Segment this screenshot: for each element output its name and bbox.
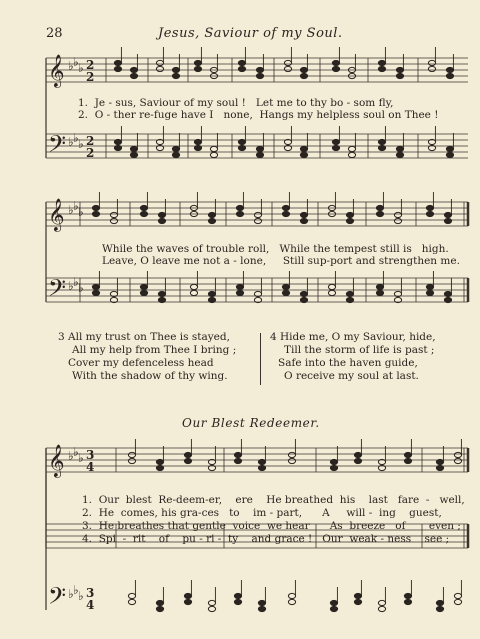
notehead (140, 290, 147, 295)
notehead (428, 60, 435, 65)
hymn2-lyrics-line-1: 1. Our blest Re-deem-er, ere He breathed his last fare - well, (82, 494, 465, 506)
notehead (330, 459, 337, 464)
notehead (208, 218, 215, 223)
notehead (256, 152, 263, 157)
notehead (234, 599, 241, 604)
verse-4-line-2: Till the storm of life is past ; (284, 344, 435, 356)
notehead (436, 459, 443, 464)
key-signature-flat: ♭ (73, 55, 79, 69)
notehead (348, 152, 355, 157)
notehead (332, 60, 339, 65)
notehead (156, 606, 163, 611)
notehead (254, 212, 261, 217)
notehead (92, 290, 99, 295)
notehead (158, 291, 165, 296)
notehead (130, 152, 137, 157)
notehead (332, 139, 339, 144)
treble-clef-icon: 𝄞 (48, 198, 65, 231)
notehead (234, 593, 241, 598)
key-signature-flat: ♭ (78, 61, 84, 75)
notehead (238, 139, 245, 144)
notehead (194, 145, 201, 150)
key-signature-flat: ♭ (78, 589, 84, 603)
notehead (140, 211, 147, 216)
hymn1-lyrics-line-1: 1. Je - sus, Saviour of my soul ! Let me to thy bo - som fly, (78, 97, 394, 109)
notehead (236, 290, 243, 295)
notehead (426, 205, 433, 210)
notehead (256, 73, 263, 78)
notehead (300, 67, 307, 72)
notehead (354, 593, 361, 598)
notehead (156, 60, 163, 65)
time-signature-top: 3 (86, 586, 95, 600)
verse-4-line-1: 4 Hide me, O my Saviour, hide, (270, 331, 436, 343)
notehead (394, 218, 401, 223)
notehead (348, 146, 355, 151)
notehead (396, 73, 403, 78)
notehead (156, 459, 163, 464)
notehead (454, 452, 461, 457)
key-signature-flat: ♭ (73, 199, 79, 213)
notehead (378, 60, 385, 65)
notehead (194, 139, 201, 144)
notehead (396, 146, 403, 151)
notehead (332, 66, 339, 71)
notehead (300, 291, 307, 296)
notehead (454, 593, 461, 598)
page-number: 28 (46, 26, 63, 41)
notehead (426, 290, 433, 295)
hymn-title: Jesus, Saviour of my Soul. (158, 26, 343, 41)
notehead (404, 599, 411, 604)
notehead (208, 212, 215, 217)
notehead (288, 452, 295, 457)
time-signature-top: 2 (86, 134, 95, 148)
notehead (284, 60, 291, 65)
notehead (114, 60, 121, 65)
hymn1-lyrics-line-2: 2. O - ther re-fuge have I none, Hangs my helpless soul on Thee ! (78, 109, 439, 121)
notehead (346, 291, 353, 296)
verse-3-line-4: With the shadow of thy wing. (72, 370, 228, 382)
notehead (436, 600, 443, 605)
notehead (354, 458, 361, 463)
notehead (282, 205, 289, 210)
notehead (454, 599, 461, 604)
notehead (332, 145, 339, 150)
key-signature-flat: ♭ (73, 275, 79, 289)
notehead (238, 145, 245, 150)
time-signature-top: 3 (86, 448, 95, 462)
verse-4-line-3: Safe into the haven guide, (278, 357, 418, 369)
notehead (236, 205, 243, 210)
bass-clef-icon: 𝄢 (48, 274, 67, 307)
notehead (156, 465, 163, 470)
notehead (446, 152, 453, 157)
key-signature-flat: ♭ (78, 281, 84, 295)
notehead (258, 459, 265, 464)
notehead (194, 66, 201, 71)
notehead (158, 218, 165, 223)
verse-divider (260, 333, 261, 385)
notehead (258, 465, 265, 470)
verse-4-line-4: O receive my soul at last. (284, 370, 419, 382)
bass-clef-icon: 𝄢 (48, 130, 67, 163)
notehead (378, 139, 385, 144)
notehead (92, 211, 99, 216)
notehead (328, 290, 335, 295)
notehead (444, 297, 451, 302)
notehead (284, 66, 291, 71)
notehead (234, 452, 241, 457)
time-signature-bottom: 2 (86, 70, 95, 84)
notehead (300, 218, 307, 223)
hymn2-lyrics-line-3: 3. He breathes that gentle voice we hear As breeze of even ; (82, 520, 461, 532)
time-signature-bottom: 4 (86, 460, 95, 474)
notehead (426, 284, 433, 289)
verse-3-line-1: 3 All my trust on Thee is stayed, (58, 331, 230, 343)
notehead (92, 205, 99, 210)
notehead (376, 284, 383, 289)
notehead (184, 458, 191, 463)
notehead (354, 599, 361, 604)
notehead (110, 218, 117, 223)
notehead (258, 600, 265, 605)
notehead (172, 67, 179, 72)
notehead (436, 606, 443, 611)
notehead (190, 290, 197, 295)
key-signature-flat: ♭ (68, 203, 74, 217)
notehead (426, 211, 433, 216)
key-signature-flat: ♭ (68, 59, 74, 73)
notehead (282, 290, 289, 295)
notehead (210, 146, 217, 151)
notehead (446, 73, 453, 78)
notehead (346, 218, 353, 223)
notehead (184, 452, 191, 457)
notehead (282, 211, 289, 216)
notehead (158, 212, 165, 217)
notehead (238, 66, 245, 71)
notehead (172, 73, 179, 78)
notehead (238, 60, 245, 65)
notehead (114, 145, 121, 150)
notehead (330, 465, 337, 470)
verse-4 (270, 331, 436, 383)
notehead (282, 284, 289, 289)
notehead (396, 67, 403, 72)
notehead (210, 152, 217, 157)
time-signature-bottom: 2 (86, 146, 95, 160)
notehead (454, 458, 461, 463)
notehead (140, 205, 147, 210)
notehead (330, 606, 337, 611)
notehead (446, 146, 453, 151)
notehead (288, 599, 295, 604)
notehead (346, 212, 353, 217)
notehead (92, 284, 99, 289)
notehead (114, 139, 121, 144)
hymn2-title: Our Blest Redeemer. (182, 416, 320, 430)
notehead (156, 600, 163, 605)
notehead (236, 211, 243, 216)
notehead (184, 593, 191, 598)
notehead (378, 145, 385, 150)
notehead (330, 600, 337, 605)
notehead (254, 218, 261, 223)
notehead (208, 291, 215, 296)
notehead (444, 291, 451, 296)
notehead (300, 297, 307, 302)
notehead (256, 67, 263, 72)
notehead (404, 452, 411, 457)
notehead (234, 458, 241, 463)
notehead (128, 599, 135, 604)
notehead (208, 606, 215, 611)
notehead (128, 593, 135, 598)
time-signature-top: 2 (86, 58, 95, 72)
notehead (158, 297, 165, 302)
verse-3-line-2: All my help from Thee I bring ; (72, 344, 237, 356)
notehead (436, 465, 443, 470)
notehead (114, 66, 121, 71)
notehead (300, 146, 307, 151)
notehead (194, 60, 201, 65)
notehead (346, 297, 353, 302)
hymn1-lyrics-line-3: While the waves of trouble roll, While the tempest still is high. (102, 243, 449, 255)
notehead (110, 212, 117, 217)
notehead (394, 212, 401, 217)
notehead (444, 218, 451, 223)
key-signature-flat: ♭ (68, 449, 74, 463)
notehead (328, 284, 335, 289)
notehead (130, 146, 137, 151)
key-signature-flat: ♭ (78, 205, 84, 219)
notehead (396, 152, 403, 157)
key-signature-flat: ♭ (68, 587, 74, 601)
notehead (190, 284, 197, 289)
time-signature-bottom: 4 (86, 598, 95, 612)
notehead (404, 458, 411, 463)
key-signature-flat: ♭ (78, 451, 84, 465)
notehead (156, 66, 163, 71)
notehead (300, 73, 307, 78)
notehead (184, 599, 191, 604)
notehead (236, 284, 243, 289)
notehead (378, 600, 385, 605)
notehead (428, 66, 435, 71)
notehead (446, 67, 453, 72)
notehead (300, 152, 307, 157)
notehead (140, 284, 147, 289)
notehead (172, 152, 179, 157)
key-signature-flat: ♭ (73, 583, 79, 597)
key-signature-flat: ♭ (73, 445, 79, 459)
notehead (208, 600, 215, 605)
notehead (376, 290, 383, 295)
notehead (288, 593, 295, 598)
notehead (130, 67, 137, 72)
notehead (258, 606, 265, 611)
notehead (376, 205, 383, 210)
notehead (208, 297, 215, 302)
notehead (354, 452, 361, 457)
hymn2-lyrics-line-2: 2. He comes, his gra-ces to im - part, A will - ing guest, (82, 507, 442, 519)
notehead (172, 146, 179, 151)
hymn2-lyrics-line-4: 4. Spi - rit of pu - ri - ty and grace ! Our weak - ness see ; (82, 533, 450, 545)
notehead (378, 66, 385, 71)
notehead (128, 458, 135, 463)
notehead (288, 458, 295, 463)
bass-clef-icon: 𝄢 (48, 582, 67, 615)
treble-clef-icon: 𝄞 (48, 444, 65, 477)
notehead (404, 593, 411, 598)
notehead (378, 606, 385, 611)
key-signature-flat: ♭ (68, 279, 74, 293)
notehead (128, 452, 135, 457)
notehead (300, 212, 307, 217)
hymn1-lyrics-line-4: Leave, O leave me not a - lone, Still sup-port and strengthen me. (102, 255, 460, 267)
treble-clef-icon: 𝄞 (48, 54, 65, 87)
notehead (256, 146, 263, 151)
key-signature-flat: ♭ (73, 131, 79, 145)
notehead (444, 212, 451, 217)
notehead (130, 73, 137, 78)
verse-3-line-3: Cover my defenceless head (68, 357, 214, 369)
key-signature-flat: ♭ (68, 135, 74, 149)
key-signature-flat: ♭ (78, 137, 84, 151)
verse-3 (58, 331, 236, 383)
notehead (376, 211, 383, 216)
